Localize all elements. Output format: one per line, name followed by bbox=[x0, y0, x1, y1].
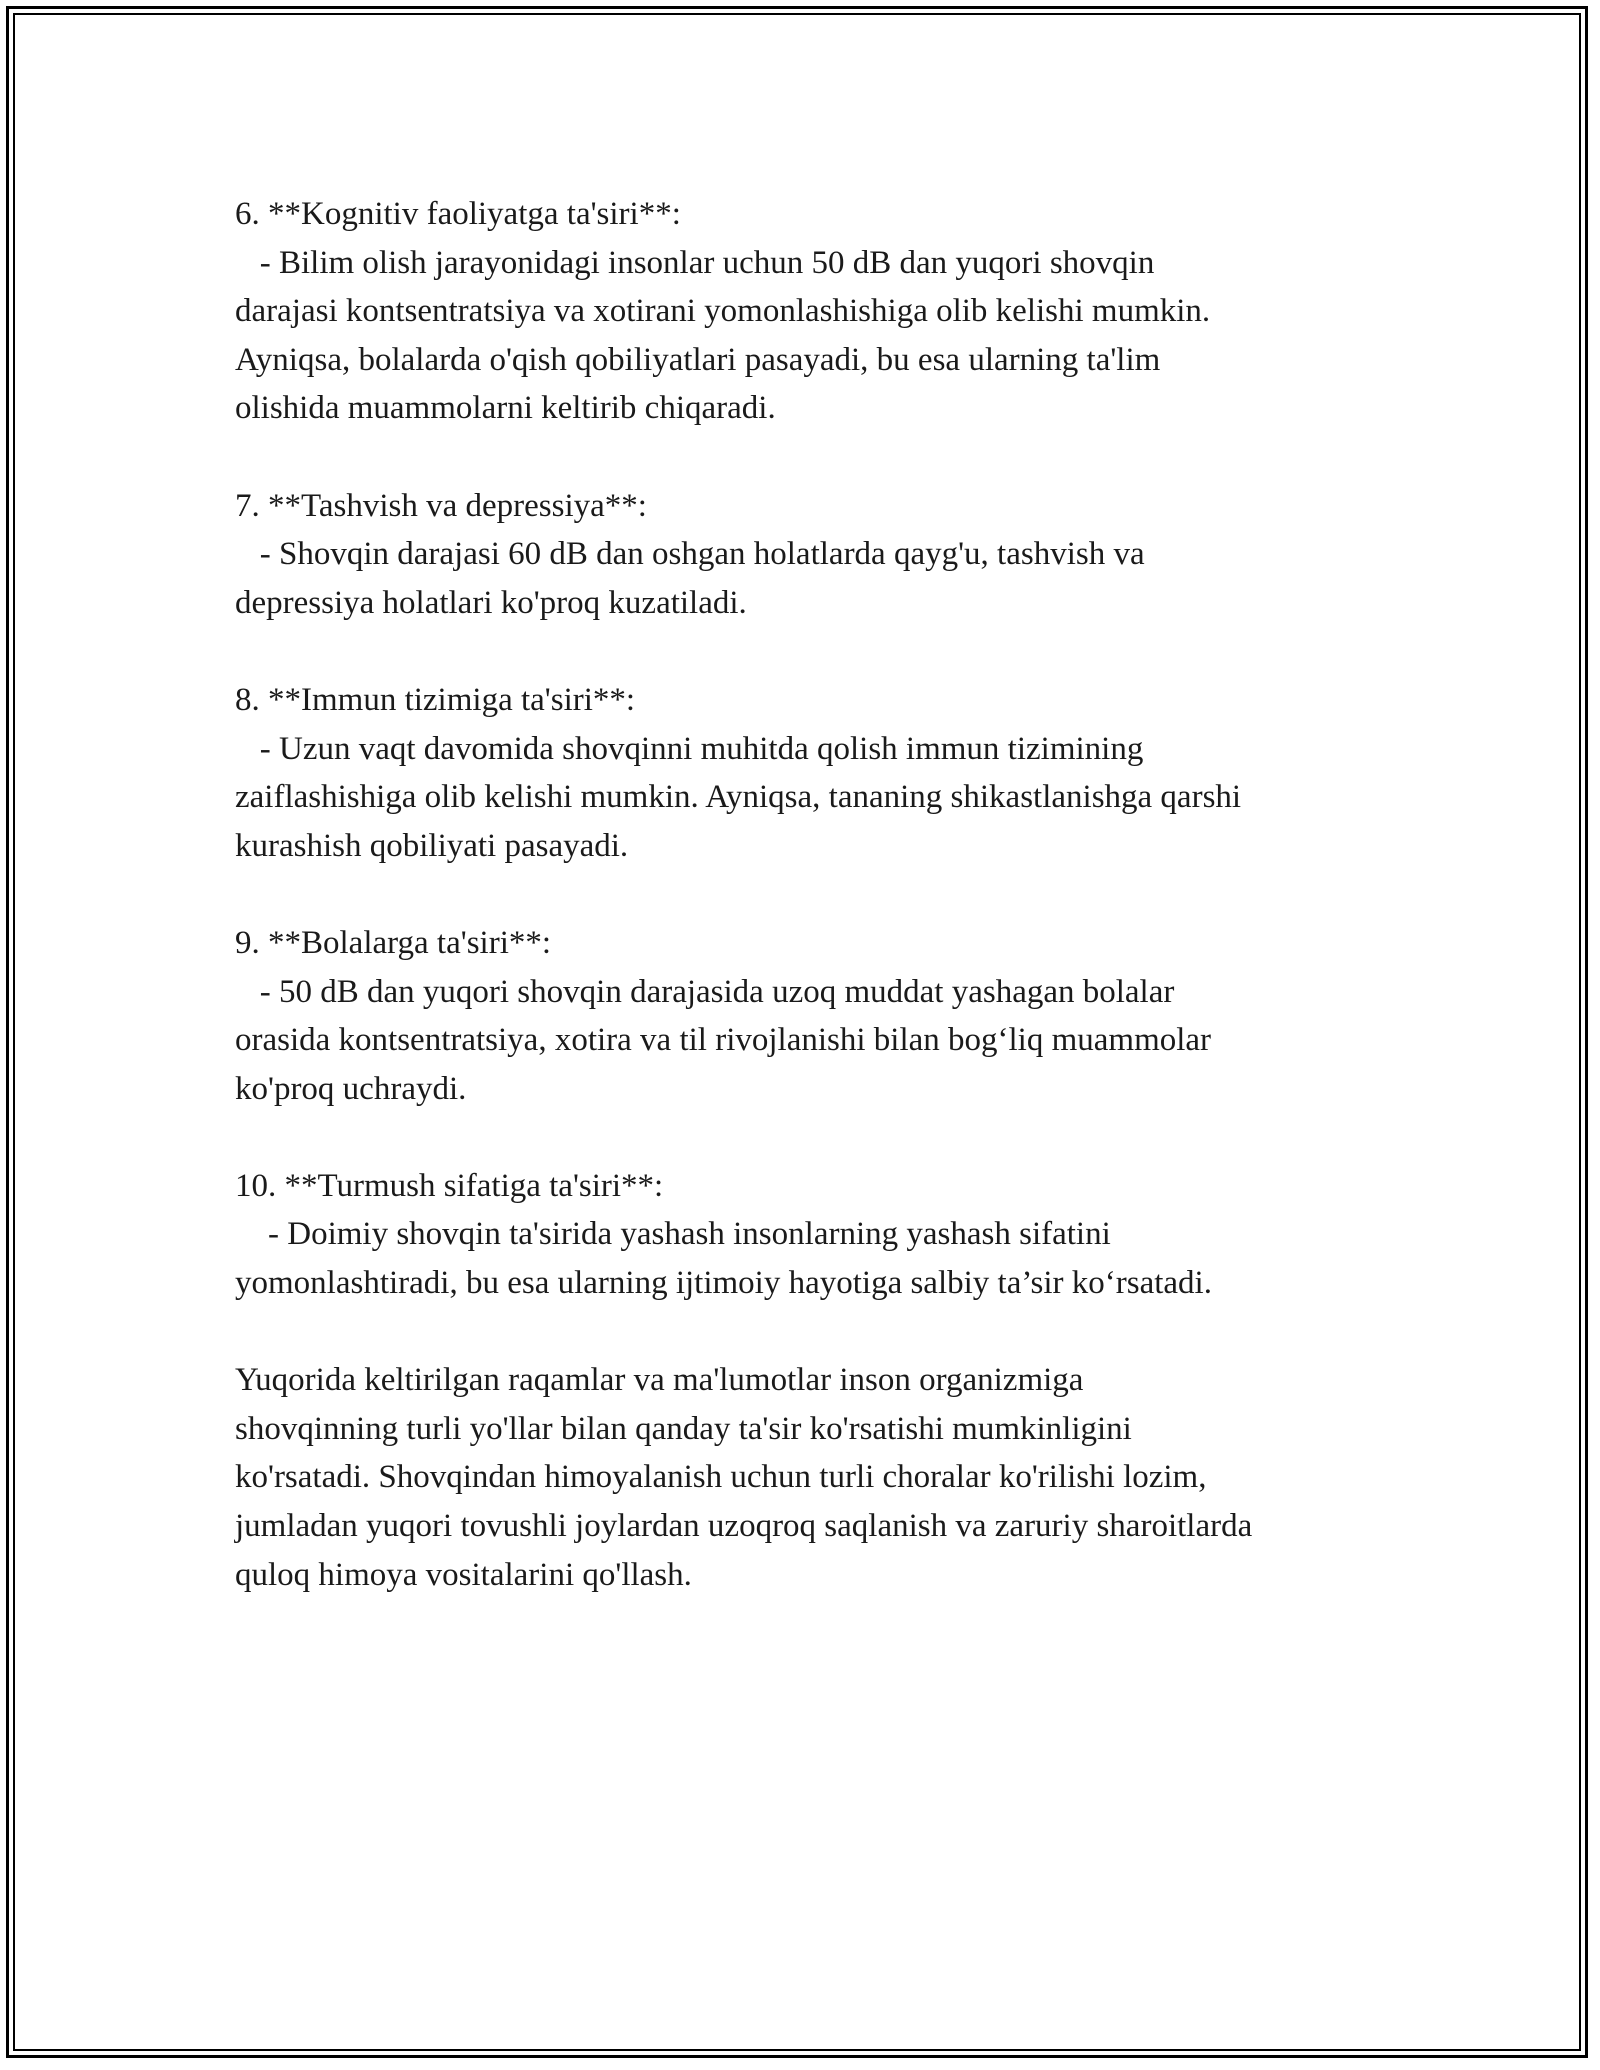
section-body: - 50 dB dan yuqori shovqin darajasida uzoq muddat yashagan bolalar orasida kontsentratsiya, xotira va til rivojlanishi bilan bog‘liq muammolar ko'proq uchraydi. bbox=[235, 973, 1212, 1107]
conclusion-paragraph bbox=[235, 1356, 1385, 1599]
document-content bbox=[235, 190, 1385, 1648]
conclusion-text: Yuqorida keltirilgan raqamlar va ma'lumotlar inson organizmiga shovqinning turli yo'llar bilan qanday ta'sir ko'rsatishi mumkinligini ko'rsatadi. Shovqindan himoyalanish uchun turli choralar ko'rilishi lozim, jumladan yuqori tovushli joylardan uzoqroq saqlanish va zaruriy sharoitlarda quloq himoya vositalarini qo'llash. bbox=[235, 1362, 1253, 1593]
section-cognitive bbox=[235, 190, 1385, 433]
section-anxiety bbox=[235, 482, 1385, 628]
section-body: - Doimiy shovqin ta'sirida yashash insonlarning yashash sifatini yomonlashtiradi, bu esa ularning ijtimoiy hayotiga salbiy ta’sir ko‘rsatadi. bbox=[235, 1216, 1212, 1302]
section-body: - Bilim olish jarayonidagi insonlar uchun 50 dB dan yuqori shovqin darajasi kontsentratsiya va xotirani yomonlashishiga olib kelishi mumkin. Ayniqsa, bolalarda o'qish qobiliyatlari pasayadi, bu esa ularning ta'lim olishida muammolarni keltirib chiqaradi. bbox=[235, 244, 1211, 427]
section-heading: 10. **Turmush sifatiga ta'siri**: bbox=[235, 1167, 664, 1204]
section-immune bbox=[235, 676, 1385, 870]
section-heading: 6. **Kognitiv faoliyatga ta'siri**: bbox=[235, 196, 681, 232]
section-heading: 7. **Tashvish va depressiya**: bbox=[235, 487, 647, 524]
section-heading: 8. **Immun tizimiga ta'siri**: bbox=[235, 681, 636, 718]
section-heading: 9. **Bolalarga ta'siri**: bbox=[235, 924, 552, 961]
section-body: - Uzun vaqt davomida shovqinni muhitda qolish immun tizimining zaiflashishiga olib kelishi mumkin. Ayniqsa, tananing shikastlanishga qarshi kurashish qobiliyati pasayadi. bbox=[235, 730, 1242, 864]
section-body: - Shovqin darajasi 60 dB dan oshgan holatlarda qayg'u, tashvish va depressiya holatlari ko'proq kuzatiladi. bbox=[235, 536, 1145, 621]
section-quality-of-life bbox=[235, 1162, 1385, 1308]
section-children bbox=[235, 919, 1385, 1113]
